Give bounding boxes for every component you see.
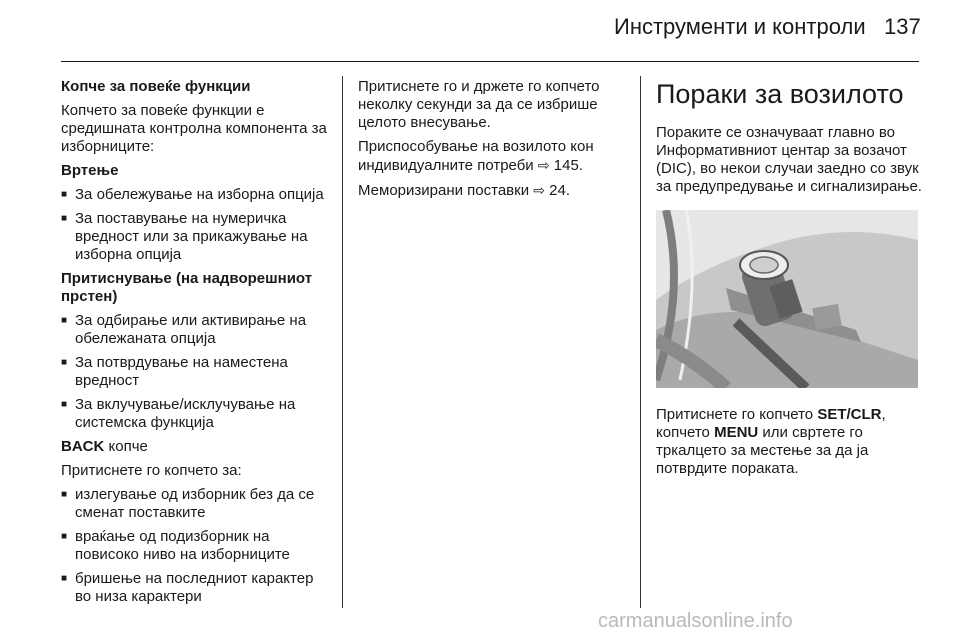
vehicle-messages-intro: Пораките се означуваат главно во Информативниот центар за возачот (DIC), во некои случаи заедно со звук за предупредување и сигнализирање. [656,124,922,195]
caption-text: , копчето [656,406,886,441]
caption-text: Притиснете го копчето [656,406,818,423]
column-divider [342,76,343,608]
back-button-text: Притиснете го копчето за: [61,462,242,479]
reference-arrow-icon: ⇨ [537,157,550,173]
memorized-text: Меморизирани поставки [358,182,534,199]
menu-label: MENU [714,424,759,441]
back-list [61,486,329,606]
list-item: ■ излегување од изборник без да се сменат поставките [61,486,329,522]
personalization-ref [358,138,628,175]
setclr-label: SET/CLR [817,406,882,423]
personalization-text: Приспособување на возилото кон индивидуалните потреби [358,138,594,174]
list-item: ■ За потврдување на наместена вредност [61,354,329,390]
memorized-ref [358,181,628,200]
reference-arrow-icon: ⇨ [533,182,545,198]
column-2 [358,78,628,206]
stalk-illustration [656,210,918,388]
vehicle-messages-heading: Пораки за возилото [656,79,904,109]
column-divider [640,76,641,608]
rotate-list [61,186,329,264]
back-label: BACK [61,438,105,455]
multifunction-knob-text: Копчето за повеќе функции е средишната контролна компонента за изборниците: [61,102,327,155]
caption-text: или свртете го тркалцето за местење за да ја потврдите пораката. [656,424,869,477]
list-item: ■ За обележување на изборна опција [61,186,329,204]
page-number: 137 [884,14,921,39]
memorized-page[interactable]: 24. [549,182,571,199]
list-item: ■ За вклучување/исклучување на системска функција [61,396,329,432]
figure-caption [656,406,922,478]
page-header [0,0,960,62]
multifunction-knob-title: Копче за повеќе функции [61,78,251,95]
press-heading: Притиснување (на надворешниот прстен) [61,270,313,305]
press-list [61,312,329,432]
steering-column-stalk-photo [656,210,918,388]
back-button-heading [61,438,329,456]
list-item: ■ враќање од подизборник на повисоко ниво на изборниците [61,528,329,564]
column-1 [61,78,329,612]
personalization-page[interactable]: 145. [553,157,583,174]
back-suffix: копче [104,438,148,455]
list-item: ■ За одбирање или активирање на обележаната опција [61,312,329,348]
section-title: Инструменти и контроли [614,14,866,39]
watermark: carmanualsonline.info [598,610,793,632]
clear-entry-text: Притиснете го и држете го копчето неколку секунди за да се избрише целото внесување. [358,78,600,131]
list-item: ■ бришење на последниот карактер во низа карактери [61,570,329,606]
column-3 [656,78,922,484]
list-item: ■ За поставување на нумеричка вредност или за прикажување на изборна опција [61,210,329,264]
header-divider [61,61,919,62]
rotate-heading: Вртење [61,162,119,179]
